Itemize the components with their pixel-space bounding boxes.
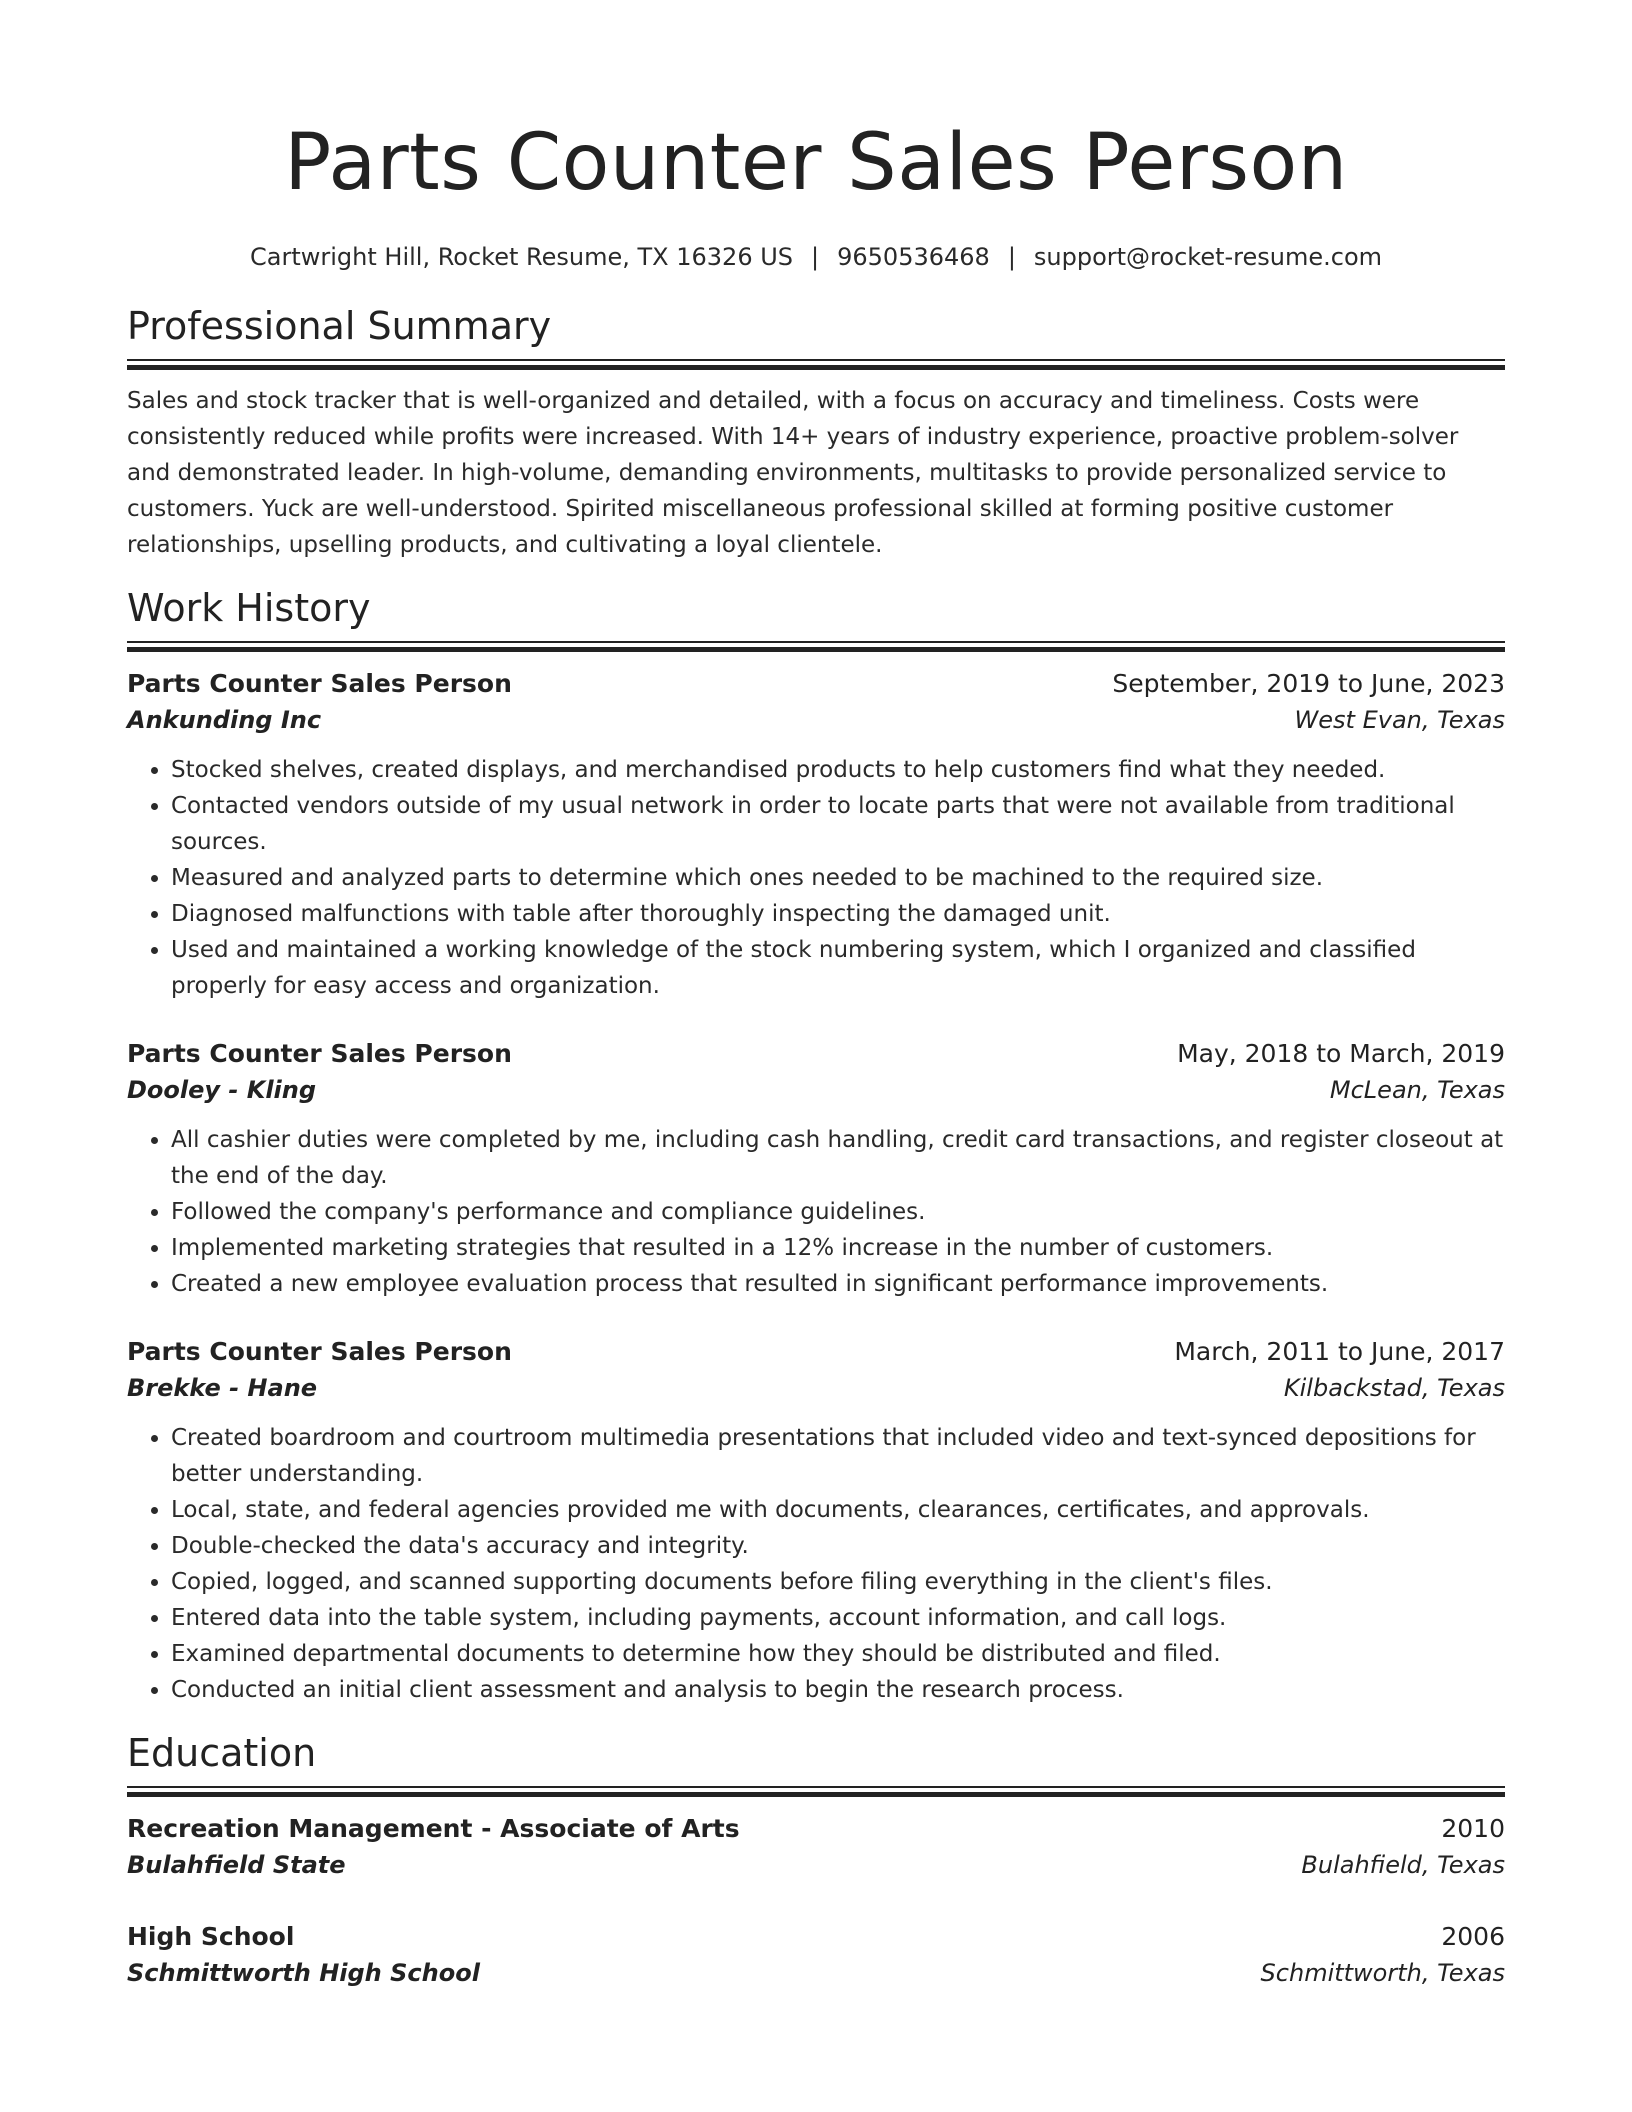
education-entry — [127, 1811, 1505, 1883]
job-company: Ankunding Inc — [127, 706, 322, 734]
education-school: Bulahfield State — [127, 1851, 346, 1879]
candidate-name: Parts Counter Sales Person — [284, 118, 1348, 208]
bullet-item: • All cashier duties were completed by me, including cash handling, credit card transactions, and register closeout at the end of the day. — [171, 1122, 1505, 1194]
job-header — [127, 1036, 1505, 1072]
job-bullets — [127, 1122, 1505, 1302]
education-year: 2010 — [1441, 1814, 1505, 1843]
education-header — [127, 1919, 1505, 1955]
job-dates: May, 2018 to March, 2019 — [1177, 1039, 1505, 1068]
job-entry — [127, 1036, 1505, 1302]
bullet-item: • Implemented marketing strategies that resulted in a 12% increase in the number of customers. — [171, 1230, 1505, 1266]
bullet-item: • Created boardroom and courtroom multimedia presentations that included video and text-synced depositions for better understanding. — [171, 1420, 1505, 1492]
bullet-item: • Contacted vendors outside of my usual network in order to locate parts that were not available from traditional sources. — [171, 788, 1505, 860]
bullet-item: • Double-checked the data's accuracy and integrity. — [171, 1528, 1505, 1564]
job-title: Parts Counter Sales Person — [127, 1039, 512, 1068]
education-location: Schmittworth, Texas — [1260, 1959, 1505, 1987]
education-school: Schmittworth High School — [127, 1959, 480, 1987]
bullet-item: • Local, state, and federal agencies provided me with documents, clearances, certificates, and approvals. — [171, 1492, 1505, 1528]
job-title: Parts Counter Sales Person — [127, 1337, 512, 1366]
education-subheader — [127, 1847, 1505, 1883]
section-divider — [127, 641, 1505, 650]
contact-address: Cartwright Hill, Rocket Resume, TX 16326 US — [250, 243, 794, 271]
summary-section — [127, 303, 1505, 563]
job-title: Parts Counter Sales Person — [127, 669, 512, 698]
bullet-item: • Stocked shelves, created displays, and merchandised products to help customers find what they needed. — [171, 752, 1505, 788]
job-company: Dooley - Kling — [127, 1076, 317, 1104]
job-dates: March, 2011 to June, 2017 — [1174, 1337, 1505, 1366]
education-section — [127, 1730, 1505, 1991]
job-location: McLean, Texas — [1329, 1076, 1505, 1104]
bullet-item: • Copied, logged, and scanned supporting documents before filing everything in the client's files. — [171, 1564, 1505, 1600]
summary-text: Sales and stock tracker that is well-organized and detailed, with a focus on accuracy and timeliness. Costs were consistently reduced while profits were increased. With 14+ years of industry experience, proactive problem-solver and demonstrated leader. In high-volume, demanding environments, multitasks to provide personalized service to customers. Yuck are well-understood. Spirited miscellaneous professional skilled at forming positive customer relationships, upselling products, and cultivating a loyal clientele. — [127, 388, 1459, 558]
section-divider — [127, 1786, 1505, 1795]
resume-page — [127, 0, 1505, 1991]
summary-heading: Professional Summary — [127, 304, 552, 348]
job-subheader — [127, 1072, 1505, 1108]
job-location: Kilbackstad, Texas — [1283, 1374, 1505, 1402]
bullet-item: • Created a new employee evaluation process that resulted in significant performance improvements. — [171, 1266, 1505, 1302]
contact-separator: | — [1007, 243, 1016, 271]
education-degree: Recreation Management - Associate of Arts — [127, 1814, 740, 1843]
bullet-item: • Conducted an initial client assessment and analysis to begin the research process. — [171, 1672, 1505, 1708]
bullet-item: • Measured and analyzed parts to determine which ones needed to be machined to the required size. — [171, 860, 1505, 896]
bullet-item: • Entered data into the table system, including payments, account information, and call logs. — [171, 1600, 1505, 1636]
job-entry — [127, 666, 1505, 1004]
job-company: Brekke - Hane — [127, 1374, 318, 1402]
education-heading: Education — [127, 1731, 317, 1775]
job-location: West Evan, Texas — [1294, 706, 1505, 734]
education-year: 2006 — [1441, 1922, 1505, 1951]
job-dates: September, 2019 to June, 2023 — [1112, 669, 1505, 698]
job-entry — [127, 1334, 1505, 1708]
work-history-heading: Work History — [127, 586, 371, 630]
section-divider — [127, 359, 1505, 368]
job-bullets — [127, 752, 1505, 1004]
contact-separator: | — [811, 243, 820, 271]
job-header — [127, 1334, 1505, 1370]
education-location: Bulahfield, Texas — [1301, 1851, 1505, 1879]
job-subheader — [127, 702, 1505, 738]
work-history-section — [127, 585, 1505, 1708]
contact-email[interactable]: support@rocket-resume.com — [1033, 243, 1382, 271]
contact-line — [127, 242, 1505, 272]
job-subheader — [127, 1370, 1505, 1406]
job-header — [127, 666, 1505, 702]
bullet-item: • Diagnosed malfunctions with table after thoroughly inspecting the damaged unit. — [171, 896, 1505, 932]
contact-phone: 9650536468 — [837, 243, 990, 271]
job-bullets — [127, 1420, 1505, 1708]
education-entry — [127, 1919, 1505, 1991]
bullet-item: • Followed the company's performance and compliance guidelines. — [171, 1194, 1505, 1230]
education-degree: High School — [127, 1922, 295, 1951]
education-subheader — [127, 1955, 1505, 1991]
bullet-item: • Examined departmental documents to determine how they should be distributed and filed. — [171, 1636, 1505, 1672]
education-header — [127, 1811, 1505, 1847]
bullet-item: • Used and maintained a working knowledge of the stock numbering system, which I organized and classified properly for easy access and organization. — [171, 932, 1505, 1004]
